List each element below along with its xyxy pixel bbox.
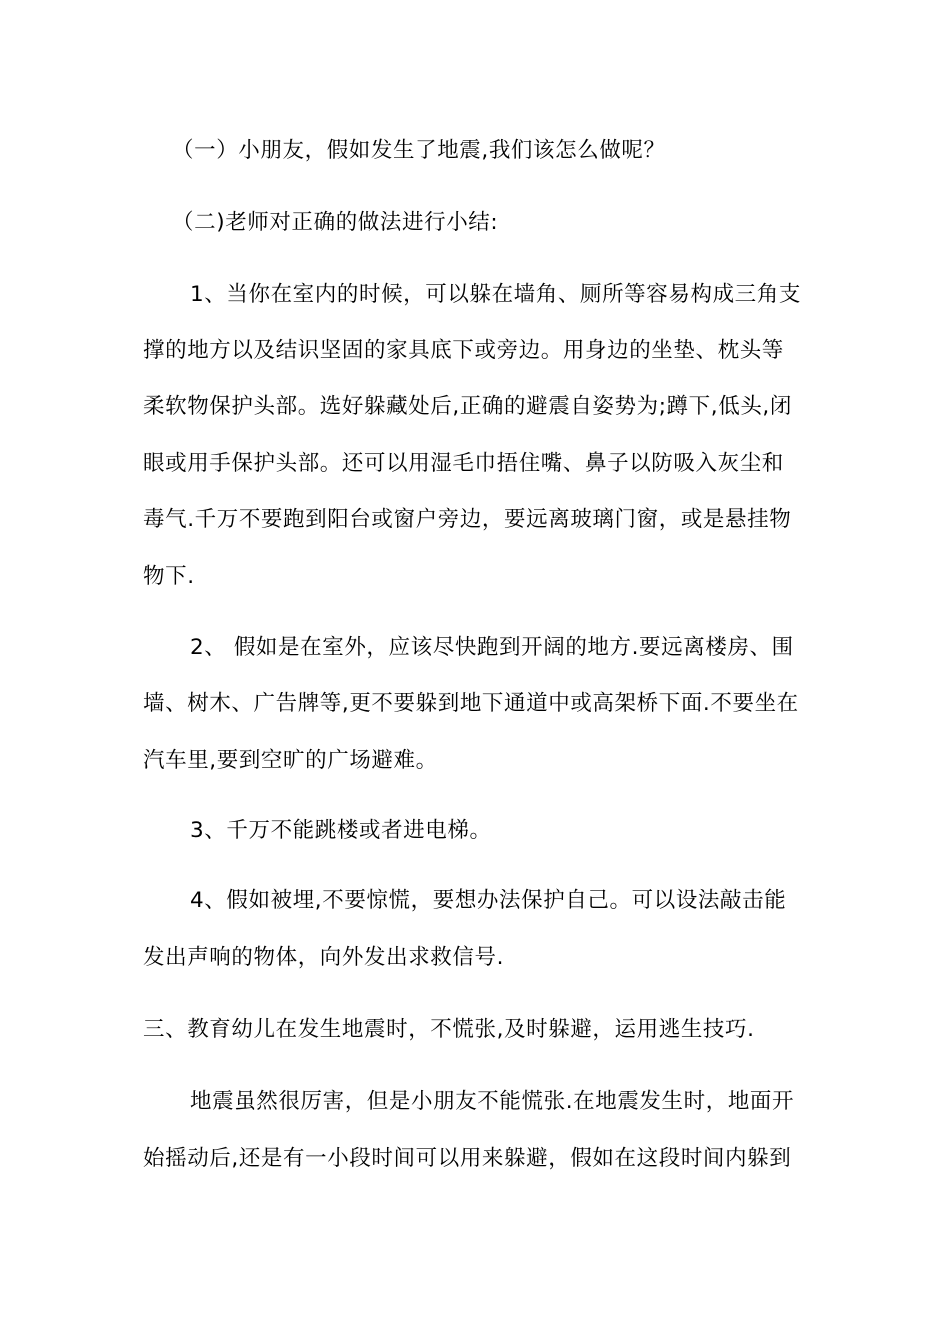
question-two-line: （二)老师对正确的做法进行小结:	[172, 210, 499, 235]
final-para-line-2: 始摇动后,还是有一小段时间可以用来躲避，假如在这段时间内躲到	[143, 1146, 792, 1171]
item-one-line-6: 物下.	[143, 564, 195, 589]
item-two-line-3: 汽车里,要到空旷的广场避难。	[143, 748, 438, 773]
final-para-line-1: 地震虽然很厉害，但是小朋友不能慌张.在地震发生时，地面开	[190, 1089, 795, 1114]
question-one-line: （一）小朋友，假如发生了地震,我们该怎么做呢？	[172, 138, 666, 163]
item-two-line-1: 2、 假如是在室外，应该尽快跑到开阔的地方.要远离楼房、围	[190, 635, 794, 660]
section-three-heading: 三、教育幼儿在发生地震时，不慌张,及时躲避，运用逃生技巧.	[143, 1017, 755, 1042]
item-one-line-1: 1、当你在室内的时候，可以躲在墙角、厕所等容易构成三角支	[190, 282, 801, 307]
item-one-line-4: 眼或用手保护头部。还可以用湿毛巾捂住嘴、鼻子以防吸入灰尘和	[143, 451, 784, 476]
item-four-line-2: 发出声响的物体，向外发出求救信号.	[143, 945, 505, 970]
item-one-line-2: 撑的地方以及结识坚固的家具底下或旁边。用身边的坐垫、枕头等	[143, 338, 784, 363]
item-one-line-5: 毒气.千万不要跑到阳台或窗户旁边，要远离玻璃门窗，或是悬挂物	[143, 507, 792, 532]
item-two-line-2: 墙、树木、广告牌等,更不要躲到地下通道中或高架桥下面.不要坐在	[143, 691, 799, 716]
item-one-line-3: 柔软物保护头部。选好躲藏处后,正确的避震自姿势为;蹲下,低头,闭	[143, 394, 792, 419]
item-four-line-1: 4、假如被埋,不要惊慌，要想办法保护自己。可以设法敲击能	[190, 888, 787, 913]
item-three-line: 3、千万不能跳楼或者进电梯。	[190, 818, 492, 843]
